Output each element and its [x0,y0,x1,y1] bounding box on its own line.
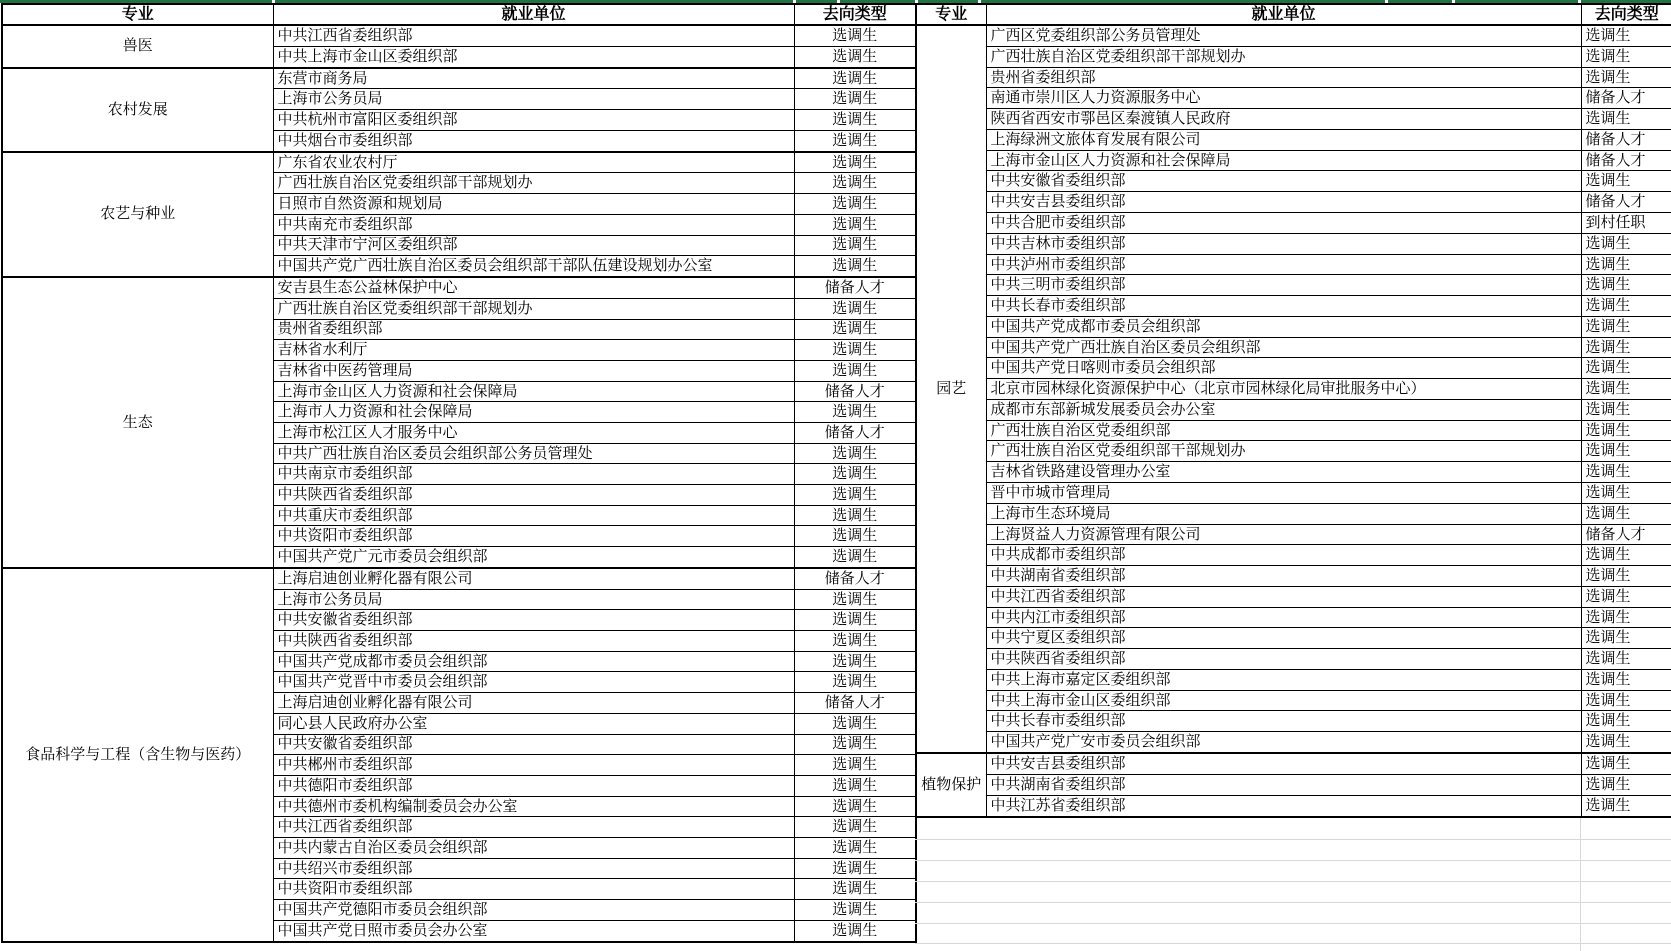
destination-type-cell[interactable]: 选调生 [794,631,916,652]
employer-cell[interactable]: 中共陕西省委组织部 [273,485,794,506]
left-majors-table [1,3,917,943]
destination-type-cell[interactable]: 选调生 [1581,25,1671,46]
table-row [916,441,1671,462]
gridline [1580,818,1581,951]
destination-type-cell[interactable]: 选调生 [1581,628,1671,649]
gridline [915,943,1671,944]
destination-type-cell[interactable]: 选调生 [794,152,916,173]
table-row [916,566,1671,587]
destination-type-cell[interactable]: 选调生 [794,526,916,547]
employer-cell[interactable]: 中国共产党日照市委员会办公室 [273,920,794,942]
employer-cell[interactable]: 上海绿洲文旅体育发展有限公司 [986,129,1581,150]
destination-type-cell[interactable]: 选调生 [1581,795,1671,817]
destination-type-cell[interactable]: 选调生 [1581,358,1671,379]
employer-cell[interactable]: 上海市人力资源和社会保障局 [273,402,794,423]
table-row [916,649,1671,670]
table-row [916,711,1671,732]
destination-type-cell[interactable]: 选调生 [794,879,916,900]
table-row [916,482,1671,503]
employer-cell[interactable]: 中共南充市委组织部 [273,214,794,235]
table-row [916,503,1671,524]
left-header-destination[interactable]: 去向类型 [794,4,916,25]
destination-type-cell[interactable]: 选调生 [794,443,916,464]
employer-cell[interactable]: 中共泸州市委组织部 [986,254,1581,275]
gridline [915,902,1671,903]
table-row [916,774,1671,795]
destination-type-cell[interactable]: 选调生 [794,900,916,921]
employer-cell[interactable]: 中共重庆市委组织部 [273,505,794,526]
destination-type-cell[interactable]: 选调生 [1581,462,1671,483]
employer-cell[interactable]: 吉林省铁路建设管理办公室 [986,462,1581,483]
employer-cell[interactable]: 北京市园林绿化资源保护中心（北京市园林绿化局审批服务中心） [986,379,1581,400]
employer-cell[interactable]: 贵州省委组织部 [986,67,1581,88]
major-cell[interactable]: 农艺与种业 [2,152,273,277]
employer-cell[interactable]: 中共上海市金山区委组织部 [986,690,1581,711]
employer-cell[interactable]: 中国共产党广安市委员会组织部 [986,732,1581,753]
destination-type-cell[interactable]: 选调生 [1581,690,1671,711]
employer-cell[interactable]: 中共郴州市委组织部 [273,755,794,776]
destination-type-cell[interactable]: 到村任职 [1581,213,1671,234]
table-row [916,462,1671,483]
right-majors-table [915,3,1671,818]
destination-type-cell[interactable]: 储备人才 [1581,88,1671,109]
destination-type-cell[interactable]: 选调生 [1581,711,1671,732]
destination-type-cell[interactable]: 选调生 [794,755,916,776]
destination-type-cell[interactable]: 选调生 [794,920,916,942]
employer-cell[interactable]: 中共安吉县委组织部 [986,753,1581,774]
table-row [2,25,916,46]
table-row [916,46,1671,67]
table-row [916,296,1671,317]
destination-type-cell[interactable]: 选调生 [794,775,916,796]
employer-cell[interactable]: 中国共产党广元市委员会组织部 [273,547,794,568]
employer-cell[interactable]: 中共资阳市委组织部 [273,526,794,547]
right-header-employer[interactable]: 就业单位 [986,4,1581,25]
employer-cell[interactable]: 吉林省水利厅 [273,340,794,361]
destination-type-cell[interactable]: 选调生 [794,89,916,110]
employer-cell[interactable]: 中共湖南省委组织部 [986,774,1581,795]
destination-type-cell[interactable]: 储备人才 [1581,129,1671,150]
employer-cell[interactable]: 中共绍兴市委组织部 [273,858,794,879]
right-header-row [916,4,1671,25]
employer-cell[interactable]: 中共上海市金山区委组织部 [273,46,794,67]
employer-cell[interactable]: 成都市东部新城发展委员会办公室 [986,399,1581,420]
destination-type-cell[interactable]: 选调生 [794,256,916,277]
destination-type-cell[interactable]: 选调生 [794,485,916,506]
employer-cell[interactable]: 上海市金山区人力资源和社会保障局 [986,150,1581,171]
employer-cell[interactable]: 中共资阳市委组织部 [273,879,794,900]
destination-type-cell[interactable]: 选调生 [1581,607,1671,628]
table-row [916,67,1671,88]
destination-type-cell[interactable]: 储备人才 [794,277,916,298]
employer-cell[interactable]: 上海启迪创业孵化器有限公司 [273,568,794,589]
employer-cell[interactable]: 广西壮族自治区党委组织部干部规划办 [986,441,1581,462]
destination-type-cell[interactable]: 选调生 [1581,337,1671,358]
employer-cell[interactable]: 中共吉林市委组织部 [986,233,1581,254]
employer-cell[interactable]: 中共德阳市委组织部 [273,775,794,796]
major-cell[interactable]: 农村发展 [2,68,273,152]
destination-type-cell[interactable]: 选调生 [1581,669,1671,690]
destination-type-cell[interactable]: 选调生 [794,194,916,215]
table-row [916,753,1671,774]
table-row [916,254,1671,275]
destination-type-cell[interactable]: 选调生 [1581,566,1671,587]
employer-cell[interactable]: 中共南京市委组织部 [273,464,794,485]
destination-type-cell[interactable]: 储备人才 [794,381,916,402]
destination-type-cell[interactable]: 选调生 [1581,233,1671,254]
destination-type-cell[interactable]: 选调生 [794,46,916,67]
destination-type-cell[interactable]: 选调生 [794,651,916,672]
employer-cell[interactable]: 中共安徽省委组织部 [273,610,794,631]
table-row [916,524,1671,545]
destination-type-cell[interactable]: 选调生 [794,734,916,755]
destination-type-cell[interactable]: 选调生 [794,817,916,838]
table-row [916,669,1671,690]
table-row [916,192,1671,213]
employer-cell[interactable]: 中共烟台市委组织部 [273,130,794,151]
employer-cell[interactable]: 中共成都市委组织部 [986,545,1581,566]
destination-type-cell[interactable]: 选调生 [794,858,916,879]
employer-cell[interactable]: 中共杭州市富阳区委组织部 [273,110,794,131]
employer-cell[interactable]: 中共天津市宁河区委组织部 [273,235,794,256]
employer-cell[interactable]: 广西壮族自治区党委组织部干部规划办 [986,46,1581,67]
employer-cell[interactable]: 中共安徽省委组织部 [273,734,794,755]
destination-type-cell[interactable]: 储备人才 [794,693,916,714]
employer-cell[interactable]: 上海市松江区人才服务中心 [273,422,794,443]
employer-cell[interactable]: 中共合肥市委组织部 [986,213,1581,234]
employer-cell[interactable]: 中国共产党成都市委员会组织部 [986,316,1581,337]
destination-type-cell[interactable]: 储备人才 [1581,524,1671,545]
employer-cell[interactable]: 晋中市城市管理局 [986,482,1581,503]
table-row [916,275,1671,296]
table-row [916,358,1671,379]
employer-cell[interactable]: 中共江西省委组织部 [273,25,794,46]
left-header-row [2,4,916,25]
employer-cell[interactable]: 中共长春市委组织部 [986,711,1581,732]
employer-cell[interactable]: 中国共产党广西壮族自治区委员会组织部干部队伍建设规划办公室 [273,256,794,277]
destination-type-cell[interactable]: 选调生 [1581,316,1671,337]
employer-cell[interactable]: 陕西省西安市鄠邑区秦渡镇人民政府 [986,109,1581,130]
table-row [916,150,1671,171]
destination-type-cell[interactable]: 选调生 [794,110,916,131]
destination-type-cell[interactable]: 选调生 [794,319,916,340]
employer-cell[interactable]: 中国共产党广西壮族自治区委员会组织部 [986,337,1581,358]
gridline [915,923,1671,924]
destination-type-cell[interactable]: 选调生 [1581,399,1671,420]
table-row [916,586,1671,607]
table-row [916,25,1671,46]
destination-type-cell[interactable]: 选调生 [794,589,916,610]
employer-cell[interactable]: 安吉县生态公益林保护中心 [273,277,794,298]
destination-type-cell[interactable]: 选调生 [1581,774,1671,795]
employer-cell[interactable]: 吉林省中医药管理局 [273,360,794,381]
table-row [916,316,1671,337]
destination-type-cell[interactable]: 选调生 [794,130,916,151]
employer-cell[interactable]: 广西区党委组织部公务员管理处 [986,25,1581,46]
employer-cell[interactable]: 中共广西壮族自治区委员会组织部公务员管理处 [273,443,794,464]
employer-cell[interactable]: 同心县人民政府办公室 [273,713,794,734]
employer-cell[interactable]: 中共内蒙古自治区委员会组织部 [273,837,794,858]
destination-type-cell[interactable]: 选调生 [794,464,916,485]
employer-cell[interactable]: 中国共产党日喀则市委员会组织部 [986,358,1581,379]
destination-type-cell[interactable]: 选调生 [1581,46,1671,67]
table-row [916,420,1671,441]
destination-type-cell[interactable]: 选调生 [794,610,916,631]
destination-type-cell[interactable]: 选调生 [794,713,916,734]
table-row [916,379,1671,400]
destination-type-cell[interactable]: 选调生 [794,360,916,381]
employer-cell[interactable]: 中共陕西省委组织部 [273,631,794,652]
table-row [916,337,1671,358]
employer-cell[interactable]: 中共上海市嘉定区委组织部 [986,669,1581,690]
employer-cell[interactable]: 中国共产党晋中市委员会组织部 [273,672,794,693]
table-row [916,732,1671,753]
employer-cell[interactable]: 日照市自然资源和规划局 [273,194,794,215]
employer-cell[interactable]: 东营市商务局 [273,68,794,89]
destination-type-cell[interactable]: 选调生 [794,796,916,817]
employer-cell[interactable]: 南通市崇川区人力资源服务中心 [986,88,1581,109]
destination-type-cell[interactable]: 选调生 [1581,586,1671,607]
employer-cell[interactable]: 广东省农业农村厅 [273,152,794,173]
destination-type-cell[interactable]: 选调生 [794,68,916,89]
left-header-employer[interactable]: 就业单位 [273,4,794,25]
destination-type-cell[interactable]: 选调生 [1581,296,1671,317]
employer-cell[interactable]: 中共长春市委组织部 [986,296,1581,317]
employer-cell[interactable]: 中共湖南省委组织部 [986,566,1581,587]
table-row [916,628,1671,649]
table-row [916,171,1671,192]
major-cell[interactable]: 生态 [2,277,273,568]
employer-cell[interactable]: 广西壮族自治区党委组织部 [986,420,1581,441]
major-cell[interactable]: 植物保护 [916,753,986,817]
employer-cell[interactable]: 中共陕西省委组织部 [986,649,1581,670]
destination-type-cell[interactable]: 选调生 [794,214,916,235]
destination-type-cell[interactable]: 选调生 [1581,109,1671,130]
destination-type-cell[interactable]: 选调生 [1581,753,1671,774]
destination-type-cell[interactable]: 选调生 [794,547,916,568]
table-row [916,129,1671,150]
destination-type-cell[interactable]: 选调生 [794,402,916,423]
employer-cell[interactable]: 上海启迪创业孵化器有限公司 [273,693,794,714]
destination-type-cell[interactable]: 选调生 [1581,503,1671,524]
employer-cell[interactable]: 上海市公务员局 [273,89,794,110]
employer-cell[interactable]: 中国共产党德阳市委员会组织部 [273,900,794,921]
destination-type-cell[interactable]: 储备人才 [1581,192,1671,213]
employer-cell[interactable]: 广西壮族自治区党委组织部干部规划办 [273,173,794,194]
employer-cell[interactable]: 上海市金山区人力资源和社会保障局 [273,381,794,402]
destination-type-cell[interactable]: 选调生 [794,505,916,526]
destination-type-cell[interactable]: 选调生 [794,672,916,693]
employer-cell[interactable]: 中共内江市委组织部 [986,607,1581,628]
employer-cell[interactable]: 广西壮族自治区党委组织部干部规划办 [273,298,794,319]
table-row [916,233,1671,254]
employer-cell[interactable]: 中共安徽省委组织部 [986,171,1581,192]
destination-type-cell[interactable]: 选调生 [794,340,916,361]
destination-type-cell[interactable]: 选调生 [794,173,916,194]
table-row [2,568,916,589]
employer-cell[interactable]: 中共江西省委组织部 [986,586,1581,607]
destination-type-cell[interactable]: 选调生 [794,25,916,46]
gridline [915,881,1671,882]
table-row [916,607,1671,628]
employer-cell[interactable]: 中共宁夏区委组织部 [986,628,1581,649]
major-cell[interactable]: 食品科学与工程（含生物与医药） [2,568,273,942]
destination-type-cell[interactable]: 选调生 [1581,441,1671,462]
destination-type-cell[interactable]: 选调生 [794,837,916,858]
employer-cell[interactable]: 中共江苏省委组织部 [986,795,1581,817]
left-header-major[interactable]: 专业 [2,4,273,25]
destination-type-cell[interactable]: 选调生 [1581,420,1671,441]
destination-type-cell[interactable]: 储备人才 [794,422,916,443]
table-row [916,88,1671,109]
employer-cell[interactable]: 中国共产党成都市委员会组织部 [273,651,794,672]
table-row [2,152,916,173]
major-cell[interactable]: 兽医 [2,25,273,68]
destination-type-cell[interactable]: 选调生 [1581,545,1671,566]
destination-type-cell[interactable]: 选调生 [1581,379,1671,400]
right-header-major[interactable]: 专业 [916,4,986,25]
destination-type-cell[interactable]: 选调生 [1581,732,1671,753]
destination-type-cell[interactable]: 选调生 [1581,275,1671,296]
right-header-destination[interactable]: 去向类型 [1581,4,1671,25]
employer-cell[interactable]: 上海市生态环境局 [986,503,1581,524]
employer-cell[interactable]: 上海贤益人力资源管理有限公司 [986,524,1581,545]
employer-cell[interactable]: 贵州省委组织部 [273,319,794,340]
employer-cell[interactable]: 中共德州市委机构编制委员会办公室 [273,796,794,817]
table-row [916,213,1671,234]
table-row [916,399,1671,420]
destination-type-cell[interactable]: 选调生 [1581,482,1671,503]
table-row [916,690,1671,711]
gridline [915,839,1671,840]
destination-type-cell[interactable]: 选调生 [1581,67,1671,88]
table-row [2,68,916,89]
table-row [916,545,1671,566]
destination-type-cell[interactable]: 选调生 [1581,254,1671,275]
destination-type-cell[interactable]: 选调生 [1581,171,1671,192]
destination-type-cell[interactable]: 选调生 [1581,649,1671,670]
table-row [2,277,916,298]
gridline [915,860,1671,861]
table-row [916,109,1671,130]
major-cell[interactable]: 园艺 [916,25,986,753]
destination-type-cell[interactable]: 储备人才 [1581,150,1671,171]
table-row [916,795,1671,817]
employer-cell[interactable]: 中共江西省委组织部 [273,817,794,838]
employer-cell[interactable]: 中共三明市委组织部 [986,275,1581,296]
destination-type-cell[interactable]: 选调生 [794,298,916,319]
destination-type-cell[interactable]: 储备人才 [794,568,916,589]
employer-cell[interactable]: 中共安吉县委组织部 [986,192,1581,213]
destination-type-cell[interactable]: 选调生 [794,235,916,256]
employer-cell[interactable]: 上海市公务员局 [273,589,794,610]
